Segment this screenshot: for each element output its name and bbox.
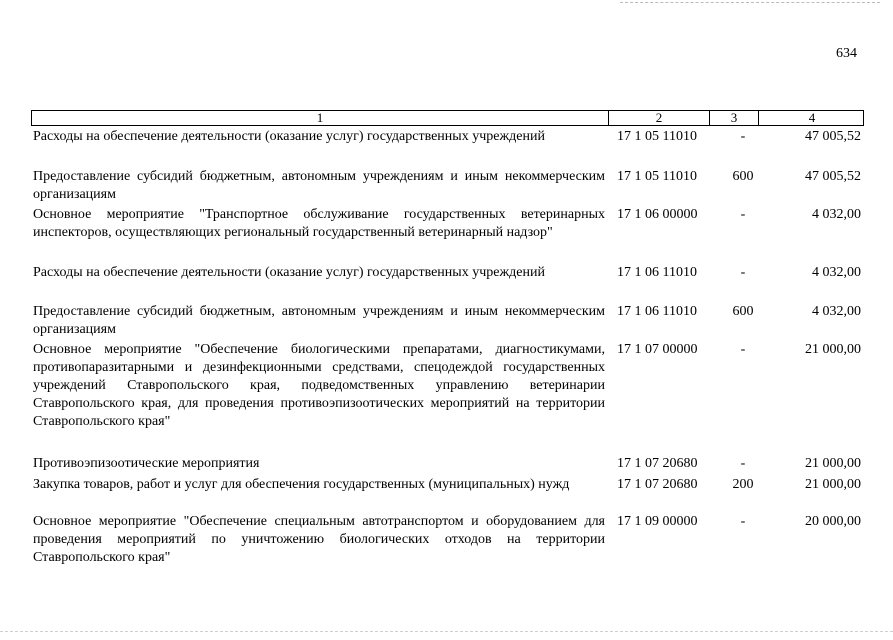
- row-amount: 21 000,00: [805, 456, 861, 471]
- row-description: Предоставление субсидий бюджетным, автономным учреждениям и иным некоммерческим организациям: [33, 304, 605, 337]
- row-code: 17 1 05 11010: [617, 129, 697, 144]
- row-description: Расходы на обеспечение деятельности (оказание услуг) государственных учреждений: [33, 265, 545, 280]
- row-code: 17 1 06 11010: [617, 304, 697, 319]
- row-amount: 4 032,00: [812, 207, 861, 222]
- table-header: [31, 110, 864, 126]
- row-code: 17 1 07 20680: [617, 477, 698, 492]
- row-type: -: [740, 207, 746, 222]
- scan-artifact-line: [0, 631, 893, 632]
- row-amount: 21 000,00: [805, 477, 861, 492]
- row-description: Предоставление субсидий бюджетным, автономным учреждениям и иным некоммерческим организациям: [33, 169, 605, 202]
- row-type: -: [740, 514, 746, 529]
- row-description: Основное мероприятие "Обеспечение специальным автотранспортом и оборудованием для проведения мероприятий по уничтожению биологических отходов на территории Ставропольского края": [33, 514, 605, 565]
- row-type: -: [740, 456, 746, 471]
- row-amount: 47 005,52: [805, 169, 861, 184]
- row-type: 600: [732, 304, 754, 319]
- row-amount: 4 032,00: [812, 304, 861, 319]
- page-number: 634: [836, 46, 857, 61]
- header-col-2: 2: [608, 111, 709, 125]
- row-type: 200: [732, 477, 754, 492]
- row-code: 17 1 07 20680: [617, 456, 698, 471]
- row-code: 17 1 09 00000: [617, 514, 698, 529]
- header-col-4: 4: [758, 111, 865, 125]
- row-code: 17 1 06 11010: [617, 265, 697, 280]
- scan-artifact-line: [620, 2, 880, 3]
- row-type: -: [740, 265, 746, 280]
- header-col-3: 3: [709, 111, 758, 125]
- row-type: 600: [732, 169, 754, 184]
- row-amount: 4 032,00: [812, 265, 861, 280]
- row-type: -: [740, 342, 746, 357]
- row-description: Основное мероприятие "Транспортное обслуживание государственных ветеринарных инспекторов, осуществляющих региональный государственный ветеринарный надзор": [33, 207, 605, 240]
- row-code: 17 1 06 00000: [617, 207, 698, 222]
- row-description: Основное мероприятие "Обеспечение биологическими препаратами, диагностикумами, противопаразитарными и дезинфекционными средствами, спецодеждой государственных учреждений Ставропольского края, подведомственных управлению ветеринарии Ставропольского края, для проведения противоэпизоотических мероприятий на территории Ставропольского края": [33, 342, 605, 429]
- row-amount: 21 000,00: [805, 342, 861, 357]
- row-amount: 20 000,00: [805, 514, 861, 529]
- row-description: Закупка товаров, работ и услуг для обеспечения государственных (муниципальных) нужд: [33, 477, 570, 492]
- row-description: Противоэпизоотические мероприятия: [33, 456, 260, 471]
- row-description: Расходы на обеспечение деятельности (оказание услуг) государственных учреждений: [33, 129, 545, 144]
- row-code: 17 1 07 00000: [617, 342, 698, 357]
- header-col-1: 1: [316, 110, 324, 125]
- row-type: -: [740, 129, 746, 144]
- row-amount: 47 005,52: [805, 129, 861, 144]
- row-code: 17 1 05 11010: [617, 169, 697, 184]
